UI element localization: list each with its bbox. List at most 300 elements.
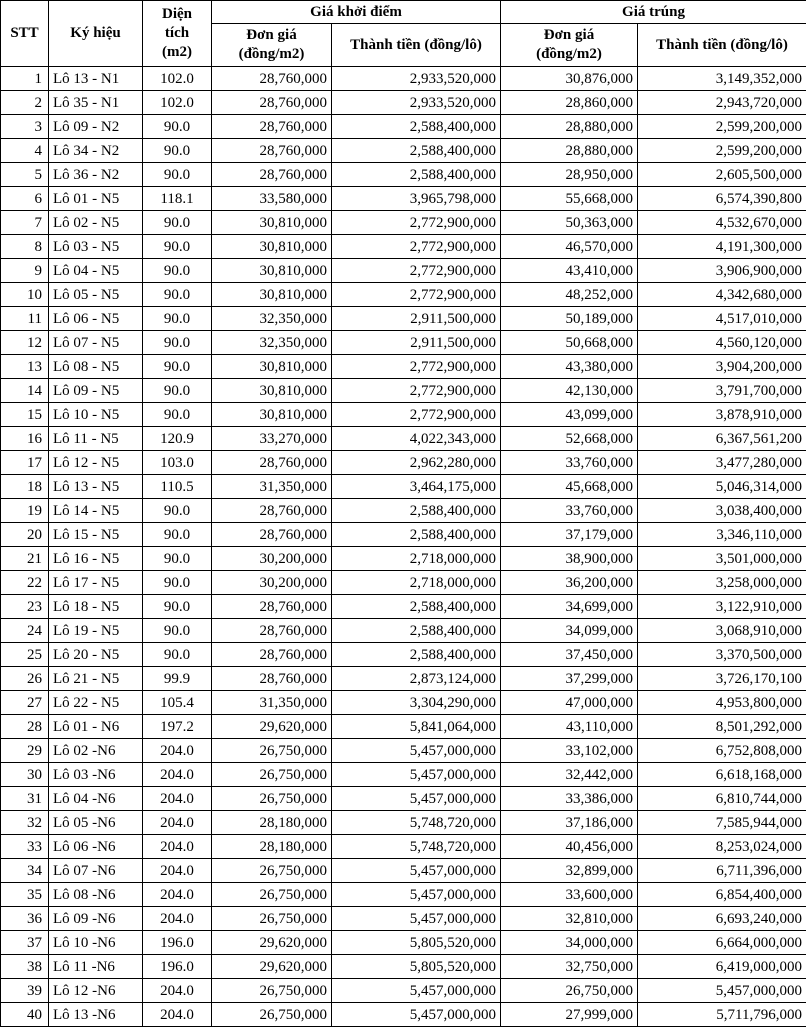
cell-thanh-tien-khoi-diem: 2,588,400,000: [332, 619, 501, 643]
cell-dien-tich: 204.0: [143, 979, 212, 1003]
cell-don-gia-trung: 32,810,000: [501, 907, 638, 931]
table-row: [1, 595, 806, 619]
header-don-gia-kd-line1: Đơn giá: [214, 26, 329, 45]
cell-don-gia-trung: 42,130,000: [501, 379, 638, 403]
cell-thanh-tien-trung: 3,501,000,000: [638, 547, 806, 571]
table-row: [1, 283, 806, 307]
cell-thanh-tien-khoi-diem: 2,911,500,000: [332, 331, 501, 355]
cell-thanh-tien-trung: 2,605,500,000: [638, 163, 806, 187]
header-gia-khoi-diem: Giá khởi điểm: [212, 1, 501, 24]
cell-dien-tich: 90.0: [143, 331, 212, 355]
cell-don-gia-trung: 33,760,000: [501, 451, 638, 475]
cell-don-gia-khoi-diem: 28,760,000: [212, 67, 332, 91]
cell-thanh-tien-trung: 6,367,561,200: [638, 427, 806, 451]
cell-stt: 37: [1, 931, 49, 955]
cell-thanh-tien-trung: 3,038,400,000: [638, 499, 806, 523]
cell-thanh-tien-trung: 4,342,680,000: [638, 283, 806, 307]
cell-stt: 15: [1, 403, 49, 427]
cell-don-gia-khoi-diem: 26,750,000: [212, 979, 332, 1003]
table-row: [1, 955, 806, 979]
cell-thanh-tien-khoi-diem: 5,457,000,000: [332, 1003, 501, 1027]
cell-don-gia-trung: 52,668,000: [501, 427, 638, 451]
cell-dien-tich: 197.2: [143, 715, 212, 739]
cell-stt: 25: [1, 643, 49, 667]
cell-don-gia-khoi-diem: 29,620,000: [212, 715, 332, 739]
cell-dien-tich: 196.0: [143, 955, 212, 979]
cell-don-gia-khoi-diem: 28,760,000: [212, 643, 332, 667]
cell-dien-tich: 99.9: [143, 667, 212, 691]
cell-don-gia-trung: 33,600,000: [501, 883, 638, 907]
cell-thanh-tien-trung: 3,370,500,000: [638, 643, 806, 667]
cell-thanh-tien-trung: 2,599,200,000: [638, 139, 806, 163]
table-row: [1, 739, 806, 763]
cell-don-gia-trung: 50,189,000: [501, 307, 638, 331]
cell-don-gia-khoi-diem: 30,200,000: [212, 547, 332, 571]
cell-thanh-tien-trung: 3,906,900,000: [638, 259, 806, 283]
cell-stt: 33: [1, 835, 49, 859]
cell-ky-hieu: Lô 08 - N5: [49, 355, 143, 379]
cell-don-gia-trung: 46,570,000: [501, 235, 638, 259]
cell-dien-tich: 204.0: [143, 883, 212, 907]
table-row: [1, 187, 806, 211]
cell-thanh-tien-khoi-diem: 2,588,400,000: [332, 595, 501, 619]
cell-thanh-tien-trung: 3,904,200,000: [638, 355, 806, 379]
cell-don-gia-trung: 33,386,000: [501, 787, 638, 811]
cell-stt: 1: [1, 67, 49, 91]
cell-don-gia-trung: 37,179,000: [501, 523, 638, 547]
table-row: [1, 451, 806, 475]
cell-stt: 11: [1, 307, 49, 331]
header-thanh-tien-t: Thành tiền (đồng/lô): [638, 24, 806, 67]
table-row: [1, 835, 806, 859]
cell-thanh-tien-trung: 6,711,396,000: [638, 859, 806, 883]
cell-don-gia-khoi-diem: 33,580,000: [212, 187, 332, 211]
cell-thanh-tien-trung: 3,346,110,000: [638, 523, 806, 547]
cell-don-gia-trung: 55,668,000: [501, 187, 638, 211]
cell-don-gia-trung: 37,186,000: [501, 811, 638, 835]
cell-dien-tich: 102.0: [143, 91, 212, 115]
cell-don-gia-trung: 33,760,000: [501, 499, 638, 523]
cell-thanh-tien-khoi-diem: 5,805,520,000: [332, 955, 501, 979]
cell-stt: 27: [1, 691, 49, 715]
cell-don-gia-khoi-diem: 30,810,000: [212, 283, 332, 307]
cell-thanh-tien-trung: 3,726,170,100: [638, 667, 806, 691]
cell-stt: 14: [1, 379, 49, 403]
cell-stt: 9: [1, 259, 49, 283]
header-dien-tich: [143, 1, 212, 67]
table-row: [1, 787, 806, 811]
cell-thanh-tien-khoi-diem: 2,933,520,000: [332, 91, 501, 115]
cell-don-gia-khoi-diem: 26,750,000: [212, 907, 332, 931]
cell-don-gia-khoi-diem: 26,750,000: [212, 739, 332, 763]
cell-stt: 19: [1, 499, 49, 523]
cell-stt: 7: [1, 211, 49, 235]
cell-dien-tich: 90.0: [143, 211, 212, 235]
cell-don-gia-trung: 43,110,000: [501, 715, 638, 739]
cell-dien-tich: 90.0: [143, 259, 212, 283]
cell-stt: 29: [1, 739, 49, 763]
table-row: [1, 883, 806, 907]
cell-ky-hieu: Lô 05 -N6: [49, 811, 143, 835]
table-row: [1, 979, 806, 1003]
cell-thanh-tien-trung: 7,585,944,000: [638, 811, 806, 835]
cell-ky-hieu: Lô 03 -N6: [49, 763, 143, 787]
cell-ky-hieu: Lô 01 - N5: [49, 187, 143, 211]
cell-dien-tich: 204.0: [143, 835, 212, 859]
cell-thanh-tien-khoi-diem: 2,588,400,000: [332, 139, 501, 163]
cell-don-gia-trung: 28,880,000: [501, 115, 638, 139]
cell-thanh-tien-trung: 5,457,000,000: [638, 979, 806, 1003]
cell-don-gia-khoi-diem: 26,750,000: [212, 859, 332, 883]
cell-don-gia-khoi-diem: 28,760,000: [212, 115, 332, 139]
cell-stt: 40: [1, 1003, 49, 1027]
cell-don-gia-trung: 34,699,000: [501, 595, 638, 619]
cell-don-gia-khoi-diem: 31,350,000: [212, 475, 332, 499]
header-ky-hieu: Ký hiệu: [49, 1, 143, 67]
cell-dien-tich: 103.0: [143, 451, 212, 475]
cell-don-gia-trung: 50,668,000: [501, 331, 638, 355]
table-row: [1, 523, 806, 547]
cell-thanh-tien-trung: 3,149,352,000: [638, 67, 806, 91]
cell-dien-tich: 90.0: [143, 499, 212, 523]
cell-dien-tich: 105.4: [143, 691, 212, 715]
cell-dien-tich: 90.0: [143, 355, 212, 379]
table-row: [1, 499, 806, 523]
cell-thanh-tien-khoi-diem: 2,772,900,000: [332, 211, 501, 235]
table-row: [1, 67, 806, 91]
table-row: [1, 235, 806, 259]
cell-ky-hieu: Lô 05 - N5: [49, 283, 143, 307]
cell-thanh-tien-khoi-diem: 5,457,000,000: [332, 787, 501, 811]
cell-dien-tich: 90.0: [143, 283, 212, 307]
cell-ky-hieu: Lô 07 - N5: [49, 331, 143, 355]
cell-thanh-tien-khoi-diem: 5,748,720,000: [332, 835, 501, 859]
cell-thanh-tien-khoi-diem: 5,457,000,000: [332, 763, 501, 787]
cell-don-gia-khoi-diem: 30,810,000: [212, 235, 332, 259]
cell-thanh-tien-trung: 2,599,200,000: [638, 115, 806, 139]
cell-thanh-tien-khoi-diem: 5,457,000,000: [332, 907, 501, 931]
cell-dien-tich: 204.0: [143, 811, 212, 835]
cell-ky-hieu: Lô 04 - N5: [49, 259, 143, 283]
header-don-gia-kd: [212, 24, 332, 67]
cell-stt: 38: [1, 955, 49, 979]
header-don-gia-kd-line2: (đồng/m2): [214, 45, 329, 64]
cell-dien-tich: 204.0: [143, 907, 212, 931]
table-row: [1, 931, 806, 955]
table-row: [1, 643, 806, 667]
table-row: [1, 163, 806, 187]
cell-don-gia-trung: 45,668,000: [501, 475, 638, 499]
cell-don-gia-khoi-diem: 26,750,000: [212, 883, 332, 907]
cell-don-gia-khoi-diem: 30,200,000: [212, 571, 332, 595]
cell-ky-hieu: Lô 20 - N5: [49, 643, 143, 667]
table-row: [1, 691, 806, 715]
cell-don-gia-trung: 28,950,000: [501, 163, 638, 187]
cell-thanh-tien-khoi-diem: 4,022,343,000: [332, 427, 501, 451]
cell-ky-hieu: Lô 09 - N2: [49, 115, 143, 139]
header-dien-tich-line1: Diện: [145, 5, 209, 24]
table-row: [1, 115, 806, 139]
table-row: [1, 91, 806, 115]
cell-ky-hieu: Lô 01 - N6: [49, 715, 143, 739]
cell-thanh-tien-trung: 6,664,000,000: [638, 931, 806, 955]
table-row: [1, 763, 806, 787]
table-row: [1, 259, 806, 283]
cell-don-gia-khoi-diem: 30,810,000: [212, 355, 332, 379]
cell-don-gia-trung: 34,099,000: [501, 619, 638, 643]
cell-thanh-tien-trung: 6,419,000,000: [638, 955, 806, 979]
cell-dien-tich: 90.0: [143, 619, 212, 643]
cell-dien-tich: 204.0: [143, 859, 212, 883]
cell-don-gia-trung: 28,860,000: [501, 91, 638, 115]
cell-don-gia-khoi-diem: 30,810,000: [212, 403, 332, 427]
cell-ky-hieu: Lô 15 - N5: [49, 523, 143, 547]
cell-don-gia-khoi-diem: 31,350,000: [212, 691, 332, 715]
cell-thanh-tien-khoi-diem: 2,962,280,000: [332, 451, 501, 475]
table-row: [1, 667, 806, 691]
cell-dien-tich: 204.0: [143, 763, 212, 787]
cell-thanh-tien-khoi-diem: 2,873,124,000: [332, 667, 501, 691]
cell-don-gia-khoi-diem: 28,760,000: [212, 499, 332, 523]
cell-ky-hieu: Lô 11 - N5: [49, 427, 143, 451]
cell-don-gia-trung: 38,900,000: [501, 547, 638, 571]
cell-dien-tich: 196.0: [143, 931, 212, 955]
cell-don-gia-trung: 43,099,000: [501, 403, 638, 427]
cell-ky-hieu: Lô 13 -N6: [49, 1003, 143, 1027]
cell-thanh-tien-khoi-diem: 2,772,900,000: [332, 379, 501, 403]
cell-stt: 32: [1, 811, 49, 835]
cell-ky-hieu: Lô 02 - N5: [49, 211, 143, 235]
cell-don-gia-trung: 32,750,000: [501, 955, 638, 979]
cell-stt: 26: [1, 667, 49, 691]
table-row: [1, 355, 806, 379]
cell-dien-tich: 90.0: [143, 307, 212, 331]
cell-don-gia-khoi-diem: 29,620,000: [212, 931, 332, 955]
cell-thanh-tien-khoi-diem: 5,841,064,000: [332, 715, 501, 739]
cell-stt: 12: [1, 331, 49, 355]
table-row: [1, 331, 806, 355]
cell-stt: 4: [1, 139, 49, 163]
cell-thanh-tien-khoi-diem: 2,911,500,000: [332, 307, 501, 331]
cell-don-gia-khoi-diem: 28,760,000: [212, 163, 332, 187]
cell-don-gia-khoi-diem: 32,350,000: [212, 307, 332, 331]
cell-thanh-tien-trung: 6,618,168,000: [638, 763, 806, 787]
cell-ky-hieu: Lô 04 -N6: [49, 787, 143, 811]
cell-ky-hieu: Lô 34 - N2: [49, 139, 143, 163]
cell-thanh-tien-khoi-diem: 5,457,000,000: [332, 739, 501, 763]
cell-stt: 22: [1, 571, 49, 595]
cell-dien-tich: 204.0: [143, 787, 212, 811]
cell-thanh-tien-khoi-diem: 3,464,175,000: [332, 475, 501, 499]
table-row: [1, 307, 806, 331]
cell-stt: 39: [1, 979, 49, 1003]
cell-dien-tich: 90.0: [143, 139, 212, 163]
header-gia-trung: Giá trúng: [501, 1, 806, 24]
cell-stt: 8: [1, 235, 49, 259]
cell-thanh-tien-trung: 4,953,800,000: [638, 691, 806, 715]
header-dien-tich-line2: tích: [145, 24, 209, 43]
cell-don-gia-khoi-diem: 28,760,000: [212, 523, 332, 547]
cell-thanh-tien-trung: 4,532,670,000: [638, 211, 806, 235]
cell-ky-hieu: Lô 12 - N5: [49, 451, 143, 475]
cell-don-gia-trung: 34,000,000: [501, 931, 638, 955]
cell-stt: 31: [1, 787, 49, 811]
cell-don-gia-khoi-diem: 28,760,000: [212, 667, 332, 691]
cell-thanh-tien-khoi-diem: 2,588,400,000: [332, 499, 501, 523]
cell-don-gia-trung: 30,876,000: [501, 67, 638, 91]
table-row: [1, 547, 806, 571]
cell-thanh-tien-khoi-diem: 5,457,000,000: [332, 859, 501, 883]
cell-ky-hieu: Lô 06 -N6: [49, 835, 143, 859]
cell-thanh-tien-trung: 4,191,300,000: [638, 235, 806, 259]
cell-thanh-tien-khoi-diem: 2,718,000,000: [332, 547, 501, 571]
cell-stt: 35: [1, 883, 49, 907]
cell-don-gia-trung: 27,999,000: [501, 1003, 638, 1027]
table-row: [1, 379, 806, 403]
cell-stt: 2: [1, 91, 49, 115]
cell-dien-tich: 118.1: [143, 187, 212, 211]
cell-ky-hieu: Lô 19 - N5: [49, 619, 143, 643]
cell-don-gia-trung: 43,410,000: [501, 259, 638, 283]
cell-don-gia-khoi-diem: 30,810,000: [212, 211, 332, 235]
table-header: [1, 1, 806, 67]
cell-ky-hieu: Lô 22 - N5: [49, 691, 143, 715]
cell-dien-tich: 90.0: [143, 379, 212, 403]
cell-don-gia-khoi-diem: 29,620,000: [212, 955, 332, 979]
cell-dien-tich: 90.0: [143, 115, 212, 139]
table-row: [1, 475, 806, 499]
cell-stt: 16: [1, 427, 49, 451]
cell-ky-hieu: Lô 18 - N5: [49, 595, 143, 619]
cell-thanh-tien-trung: 4,517,010,000: [638, 307, 806, 331]
cell-don-gia-khoi-diem: 33,270,000: [212, 427, 332, 451]
cell-stt: 28: [1, 715, 49, 739]
cell-thanh-tien-trung: 6,693,240,000: [638, 907, 806, 931]
cell-ky-hieu: Lô 36 - N2: [49, 163, 143, 187]
cell-thanh-tien-trung: 3,258,000,000: [638, 571, 806, 595]
cell-stt: 3: [1, 115, 49, 139]
table-row: [1, 571, 806, 595]
cell-ky-hieu: Lô 17 - N5: [49, 571, 143, 595]
cell-stt: 24: [1, 619, 49, 643]
cell-dien-tich: 90.0: [143, 235, 212, 259]
cell-ky-hieu: Lô 13 - N1: [49, 67, 143, 91]
cell-thanh-tien-trung: 5,711,796,000: [638, 1003, 806, 1027]
cell-ky-hieu: Lô 02 -N6: [49, 739, 143, 763]
cell-don-gia-khoi-diem: 30,810,000: [212, 379, 332, 403]
cell-ky-hieu: Lô 07 -N6: [49, 859, 143, 883]
cell-thanh-tien-khoi-diem: 2,772,900,000: [332, 403, 501, 427]
table-row: [1, 715, 806, 739]
cell-thanh-tien-khoi-diem: 2,933,520,000: [332, 67, 501, 91]
cell-thanh-tien-khoi-diem: 2,588,400,000: [332, 115, 501, 139]
cell-don-gia-trung: 50,363,000: [501, 211, 638, 235]
cell-thanh-tien-trung: 8,253,024,000: [638, 835, 806, 859]
cell-stt: 13: [1, 355, 49, 379]
cell-ky-hieu: Lô 12 -N6: [49, 979, 143, 1003]
cell-don-gia-khoi-diem: 26,750,000: [212, 763, 332, 787]
header-don-gia-t: [501, 24, 638, 67]
cell-thanh-tien-trung: 3,791,700,000: [638, 379, 806, 403]
cell-ky-hieu: Lô 21 - N5: [49, 667, 143, 691]
cell-don-gia-trung: 36,200,000: [501, 571, 638, 595]
cell-don-gia-khoi-diem: 28,760,000: [212, 619, 332, 643]
cell-ky-hieu: Lô 09 -N6: [49, 907, 143, 931]
cell-don-gia-trung: 26,750,000: [501, 979, 638, 1003]
cell-thanh-tien-trung: 6,854,400,000: [638, 883, 806, 907]
cell-don-gia-khoi-diem: 26,750,000: [212, 1003, 332, 1027]
cell-ky-hieu: Lô 09 - N5: [49, 379, 143, 403]
cell-ky-hieu: Lô 06 - N5: [49, 307, 143, 331]
cell-thanh-tien-khoi-diem: 2,588,400,000: [332, 163, 501, 187]
cell-stt: 34: [1, 859, 49, 883]
cell-dien-tich: 90.0: [143, 547, 212, 571]
cell-don-gia-khoi-diem: 28,180,000: [212, 811, 332, 835]
cell-stt: 5: [1, 163, 49, 187]
cell-ky-hieu: Lô 03 - N5: [49, 235, 143, 259]
cell-stt: 6: [1, 187, 49, 211]
cell-thanh-tien-trung: 6,574,390,800: [638, 187, 806, 211]
cell-don-gia-trung: 28,880,000: [501, 139, 638, 163]
cell-thanh-tien-trung: 2,943,720,000: [638, 91, 806, 115]
cell-thanh-tien-trung: 3,068,910,000: [638, 619, 806, 643]
cell-don-gia-khoi-diem: 26,750,000: [212, 787, 332, 811]
cell-thanh-tien-khoi-diem: 2,588,400,000: [332, 643, 501, 667]
cell-thanh-tien-khoi-diem: 3,965,798,000: [332, 187, 501, 211]
cell-dien-tich: 204.0: [143, 1003, 212, 1027]
cell-dien-tich: 102.0: [143, 67, 212, 91]
cell-thanh-tien-trung: 6,810,744,000: [638, 787, 806, 811]
table-row: [1, 619, 806, 643]
cell-thanh-tien-trung: 3,878,910,000: [638, 403, 806, 427]
cell-ky-hieu: Lô 13 - N5: [49, 475, 143, 499]
table-row: [1, 811, 806, 835]
cell-thanh-tien-trung: 4,560,120,000: [638, 331, 806, 355]
cell-don-gia-trung: 37,299,000: [501, 667, 638, 691]
cell-thanh-tien-trung: 8,501,292,000: [638, 715, 806, 739]
cell-stt: 20: [1, 523, 49, 547]
cell-ky-hieu: Lô 10 -N6: [49, 931, 143, 955]
cell-ky-hieu: Lô 14 - N5: [49, 499, 143, 523]
cell-don-gia-trung: 43,380,000: [501, 355, 638, 379]
cell-stt: 36: [1, 907, 49, 931]
cell-don-gia-khoi-diem: 30,810,000: [212, 259, 332, 283]
cell-ky-hieu: Lô 11 -N6: [49, 955, 143, 979]
cell-don-gia-trung: 32,442,000: [501, 763, 638, 787]
cell-stt: 23: [1, 595, 49, 619]
cell-thanh-tien-khoi-diem: 5,457,000,000: [332, 883, 501, 907]
table-row: [1, 427, 806, 451]
cell-dien-tich: 90.0: [143, 523, 212, 547]
cell-don-gia-khoi-diem: 28,760,000: [212, 595, 332, 619]
cell-thanh-tien-khoi-diem: 2,772,900,000: [332, 283, 501, 307]
cell-ky-hieu: Lô 35 - N1: [49, 91, 143, 115]
cell-thanh-tien-trung: 3,122,910,000: [638, 595, 806, 619]
cell-thanh-tien-khoi-diem: 2,588,400,000: [332, 523, 501, 547]
table-row: [1, 211, 806, 235]
cell-don-gia-khoi-diem: 28,180,000: [212, 835, 332, 859]
table-row: [1, 139, 806, 163]
cell-don-gia-trung: 33,102,000: [501, 739, 638, 763]
cell-don-gia-khoi-diem: 28,760,000: [212, 139, 332, 163]
cell-thanh-tien-trung: 5,046,314,000: [638, 475, 806, 499]
cell-thanh-tien-khoi-diem: 2,772,900,000: [332, 235, 501, 259]
cell-dien-tich: 90.0: [143, 403, 212, 427]
table-row: [1, 859, 806, 883]
header-don-gia-t-line1: Đơn giá: [503, 26, 635, 45]
header-don-gia-t-line2: (đồng/m2): [503, 45, 635, 64]
cell-thanh-tien-khoi-diem: 2,772,900,000: [332, 355, 501, 379]
